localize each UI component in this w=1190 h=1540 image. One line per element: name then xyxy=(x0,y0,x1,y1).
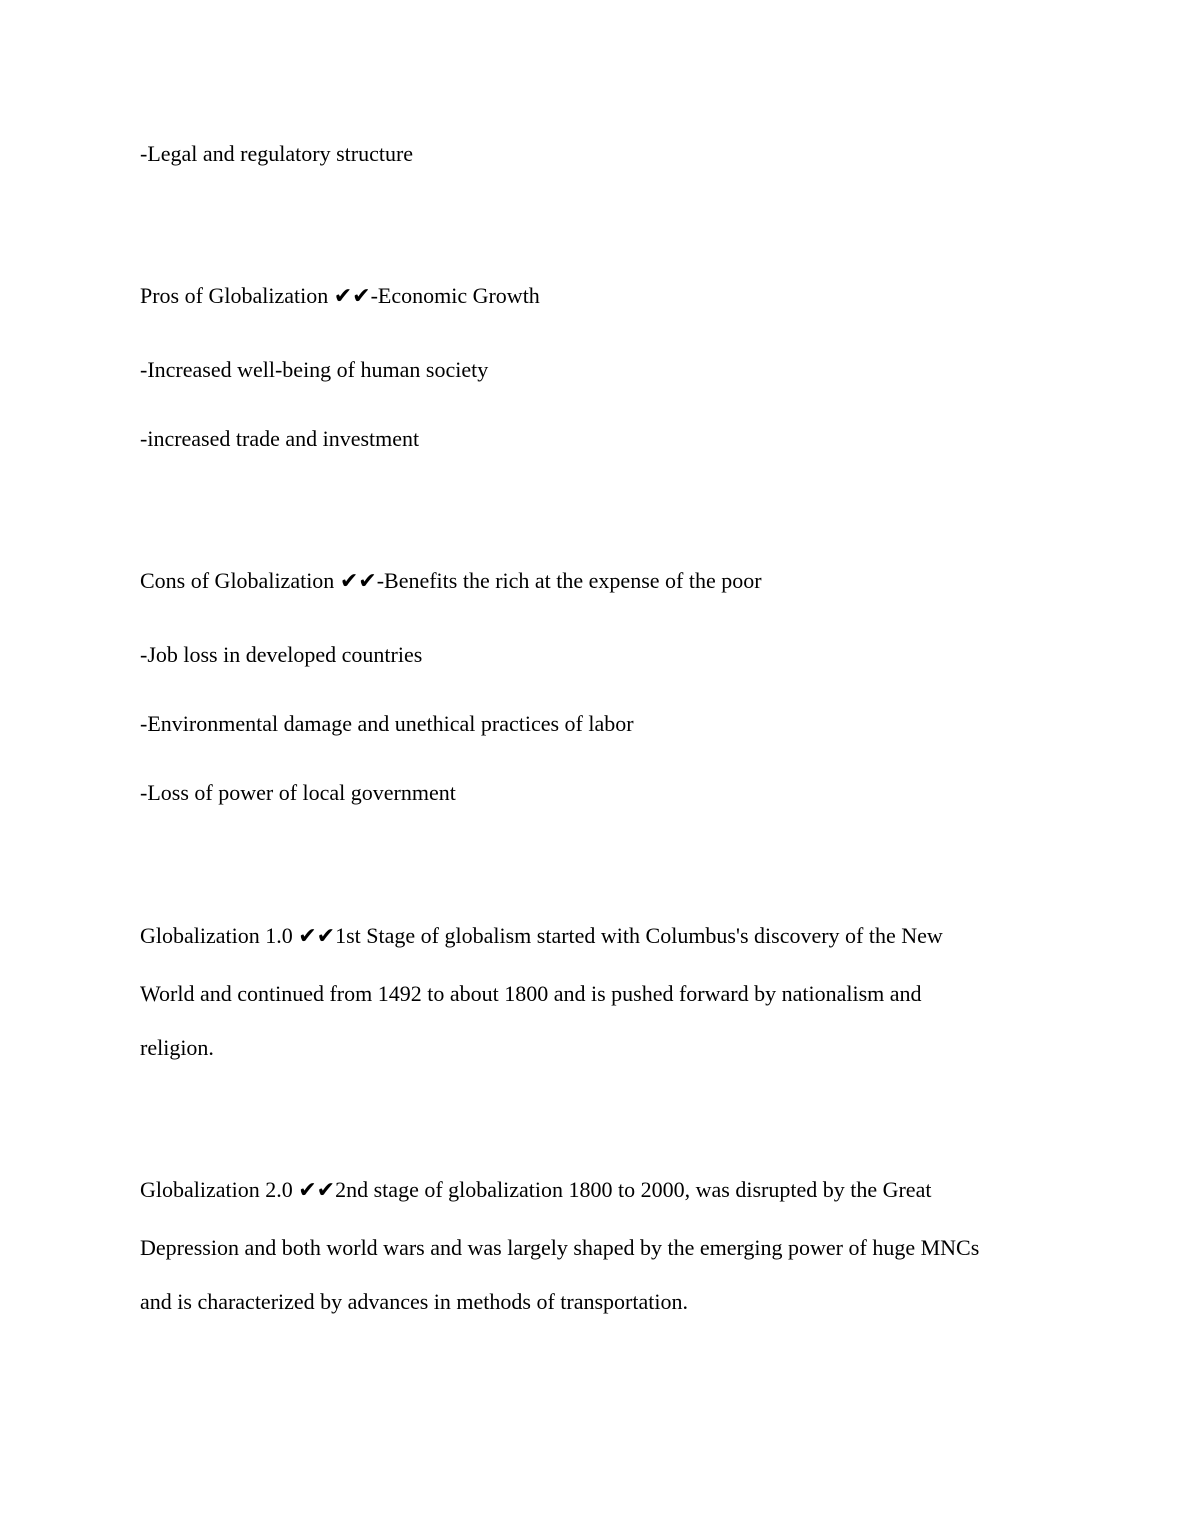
legal-line xyxy=(140,141,413,167)
cons-item xyxy=(140,642,422,668)
cons-definition: -Benefits the rich at the expense of the poor xyxy=(376,568,762,593)
cons-item-text: -Environmental damage and unethical practices of labor xyxy=(140,711,634,736)
g2-continuation-line xyxy=(140,1289,688,1315)
pros-heading-line xyxy=(140,283,540,310)
pros-item xyxy=(140,357,488,383)
g1-term: Globalization 1.0 xyxy=(140,923,299,948)
cons-item-text: -Job loss in developed countries xyxy=(140,642,423,667)
check-mark-icon: ✔✔ xyxy=(298,924,336,949)
pros-term: Pros of Globalization xyxy=(140,283,334,308)
cons-item xyxy=(140,780,456,806)
g1-line-text: religion. xyxy=(140,1035,214,1060)
g2-continuation-line xyxy=(140,1235,979,1261)
cons-heading-line xyxy=(140,568,762,595)
cons-term: Cons of Globalization xyxy=(140,568,340,593)
cons-item xyxy=(140,711,634,737)
pros-item xyxy=(140,426,419,452)
pros-definition: -Economic Growth xyxy=(370,283,540,308)
g1-heading-line xyxy=(140,923,943,950)
g2-term: Globalization 2.0 xyxy=(140,1177,299,1202)
g1-continuation-line xyxy=(140,1035,214,1061)
g2-line-text: Depression and both world wars and was largely shaped by the emerging power of huge MNCs xyxy=(140,1235,980,1260)
check-mark-icon: ✔✔ xyxy=(298,1178,336,1203)
pros-item-text: -Increased well-being of human society xyxy=(140,357,489,382)
g1-line-text: World and continued from 1492 to about 1800 and is pushed forward by nationalism and xyxy=(140,981,922,1006)
g1-continuation-line xyxy=(140,981,922,1007)
g2-heading-line xyxy=(140,1177,931,1204)
g2-line-text: 2nd stage of globalization 1800 to 2000, was disrupted by the Great xyxy=(335,1177,932,1202)
g2-line-text: and is characterized by advances in methods of transportation. xyxy=(140,1289,688,1314)
g1-line-text: 1st Stage of globalism started with Columbus's discovery of the New xyxy=(335,923,943,948)
check-mark-icon: ✔✔ xyxy=(339,569,377,594)
pros-item-text: -increased trade and investment xyxy=(140,426,420,451)
cons-item-text: -Loss of power of local government xyxy=(140,780,456,805)
legal-text: -Legal and regulatory structure xyxy=(140,141,414,166)
check-mark-icon: ✔✔ xyxy=(333,284,371,309)
